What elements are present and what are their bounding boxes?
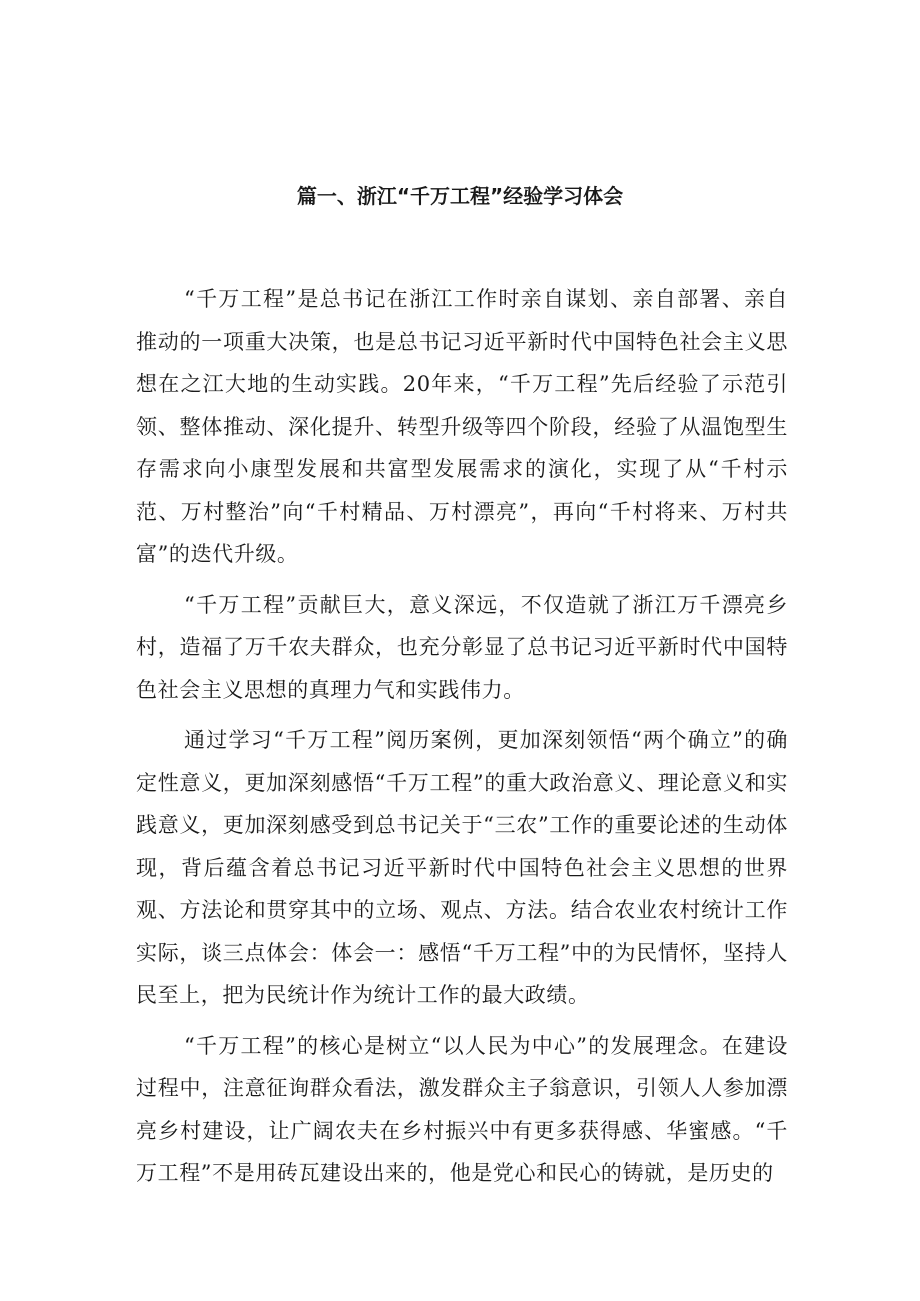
paragraph-1: “千万工程”是总书记在浙江工作时亲自谋划、亲自部署、亲自推动的一项重大决策，也是总书记习近平新时代中国特色社会主义思想在之江大地的生动实践。20年来，“千万工程”先后经验了示范引领、整体推动、深化提升、转型升级等四个阶段，经验了从温饱型生存需求向小康型发展和共富型发展需求的演化，实现了从“千村示范、万村整治”向“千村精品、万村漂亮”，再向“千村将来、万村共富”的迭代升级。 <box>136 287 788 566</box>
document-body <box>136 278 788 1195</box>
paragraph-3: 通过学习“千万工程”阅历案例，更加深刻领悟“两个确立”的确定性意义，更加深刻感悟“千万工程”的重大政治意义、理论意义和实践意义，更加深刻感受到总书记关于“三农”工作的重要论述的生动体现，背后蕴含着总书记习近平新时代中国特色社会主义思想的世界观、方法论和贯穿其中的立场、观点、方法。结合农业农村统计工作实际，谈三点体会：体会一：感悟“千万工程”中的为民情怀，坚持人民至上，把为民统计作为统计工作的最大政绩。 <box>136 728 788 1007</box>
paragraph-4: “千万工程”的核心是树立“以人民为中心”的发展理念。在建设过程中，注意征询群众看法，激发群众主子翁意识，引领人人参加漂亮乡村建设，让广阔农夫在乡村振兴中有更多获得感、华蜜感。“千万工程”不是用砖瓦建设出来的，他是党心和民心的铸就，是历史的 <box>136 1033 788 1185</box>
document-title: 篇一、浙江“千万工程”经验学习体会 <box>296 184 624 208</box>
paragraph-2: “千万工程”贡献巨大，意义深远，不仅造就了浙江万千漂亮乡村，造福了万千农夫群众，也充分彰显了总书记习近平新时代中国特色社会主义思想的真理力气和实践伟力。 <box>136 592 788 702</box>
